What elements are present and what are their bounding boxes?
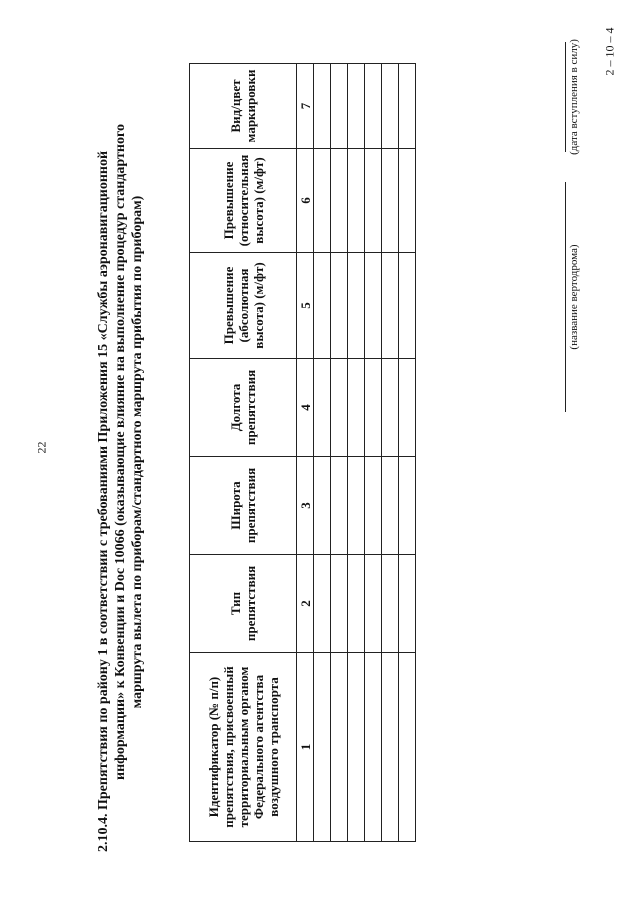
- document-body: [95, 39, 595, 852]
- table-cell: [331, 359, 348, 457]
- column-number: 7: [297, 64, 314, 149]
- table-cell: [331, 149, 348, 253]
- table-cell: [348, 359, 365, 457]
- table-cell: [399, 359, 416, 457]
- table-cell: [399, 64, 416, 149]
- table-cell: [331, 64, 348, 149]
- column-number: 6: [297, 149, 314, 253]
- table-cell: [331, 653, 348, 842]
- table-cell: [382, 555, 399, 653]
- table-cell: [399, 555, 416, 653]
- table-row: [382, 64, 399, 842]
- table-row: [314, 64, 331, 842]
- obstacles-table: [189, 63, 416, 842]
- header-marking: Вид/цвет маркировки: [190, 64, 297, 149]
- column-number-row: [297, 64, 314, 842]
- section-heading: [95, 52, 146, 852]
- table-cell: [365, 149, 382, 253]
- table-cell: [348, 457, 365, 555]
- column-number: 3: [297, 457, 314, 555]
- heading-line: информации» к Конвенции и Doc 10066 (оказывающие влияние на выполнение процедур стандартного: [113, 124, 128, 780]
- header-longitude: Долгота препятствия: [190, 359, 297, 457]
- header-elevation-relative: Превышение (относительная высота) (м/фт): [190, 149, 297, 253]
- table-cell: [365, 457, 382, 555]
- table-cell: [382, 64, 399, 149]
- table-cell: [348, 64, 365, 149]
- column-number: 2: [297, 555, 314, 653]
- heading-line: 2.10.4. Препятствия по району 1 в соответствии с требованиями Приложения 15 «Службы аэронавигационной: [96, 150, 111, 852]
- aerodrome-name-line: [565, 182, 566, 412]
- table-cell: [348, 653, 365, 842]
- table-cell: [331, 253, 348, 359]
- table-cell: [365, 359, 382, 457]
- table-cell: [331, 457, 348, 555]
- table-cell: [348, 253, 365, 359]
- table-cell: [382, 653, 399, 842]
- table-row: [348, 64, 365, 842]
- table-cell: [399, 149, 416, 253]
- table-cell: [382, 457, 399, 555]
- effective-date-line: [565, 42, 566, 152]
- table-cell: [348, 555, 365, 653]
- table-cell: [314, 555, 331, 653]
- table-cell: [365, 64, 382, 149]
- table-cell: [314, 253, 331, 359]
- header-type: Тип препятствия: [190, 555, 297, 653]
- table-cell: [399, 653, 416, 842]
- table-cell: [314, 359, 331, 457]
- table-cell: [314, 457, 331, 555]
- column-number: 1: [297, 653, 314, 842]
- table-row: [331, 64, 348, 842]
- table-cell: [331, 555, 348, 653]
- table-cell: [348, 149, 365, 253]
- header-identifier: Идентификатор (№ п/п) препятствия, присвоенный территориальным органом Федерального агентства воздушного транспорта: [190, 653, 297, 842]
- column-number: 4: [297, 359, 314, 457]
- table-cell: [382, 253, 399, 359]
- table-cell: [382, 149, 399, 253]
- table-cell: [314, 653, 331, 842]
- aerodrome-name-caption: (название вертодрома): [568, 244, 580, 350]
- table-cell: [382, 359, 399, 457]
- table-cell: [314, 64, 331, 149]
- table-cell: [399, 253, 416, 359]
- header-latitude: Широта препятствия: [190, 457, 297, 555]
- table-cell: [365, 555, 382, 653]
- table-cell: [365, 653, 382, 842]
- header-elevation-absolute: Превышение (абсолютная высота) (м/фт): [190, 253, 297, 359]
- table-row: [365, 64, 382, 842]
- table-cell: [314, 149, 331, 253]
- heading-line: маршрута вылета по приборам/стандартного маршрута прибытия по приборам): [130, 195, 145, 709]
- column-number: 5: [297, 253, 314, 359]
- table-header-row: [190, 64, 297, 842]
- page-number: 22: [34, 441, 49, 454]
- table-cell: [365, 253, 382, 359]
- document-code: 2 – 10 – 4: [602, 27, 617, 76]
- table-row: [399, 64, 416, 842]
- effective-date-caption: (дата вступления в силу): [568, 39, 580, 155]
- table-cell: [399, 457, 416, 555]
